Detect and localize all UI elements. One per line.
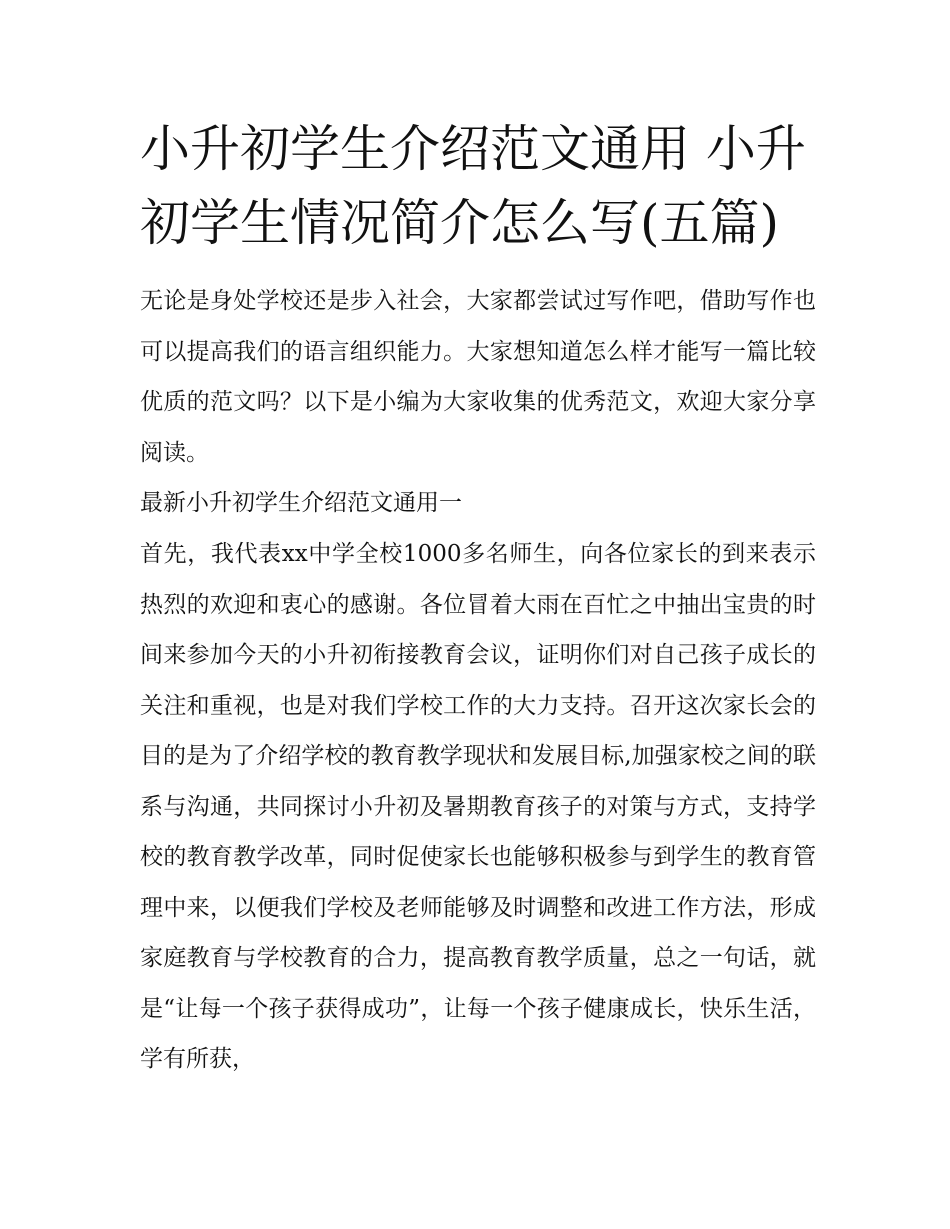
section-heading: 最新小升初学生介绍范文通用一 xyxy=(140,490,462,516)
document-title: 小升初学生介绍范文通用 小升初学生情况简介怎么写(五篇) xyxy=(140,120,806,252)
intro-paragraph: 无论是身处学校还是步入社会，大家都尝试过写作吧，借助写作也可以提高我们的语言组织能力。大家想知道怎么样才能写一篇比较优质的范文吗？以下是小编为大家收集的优秀范文，欢迎大家分享阅读。 xyxy=(140,288,816,466)
section-body-paragraph: 首先，我代表xx中学全校1000多名师生，向各位家长的到来表示热烈的欢迎和衷心的感谢。各位冒着大雨在百忙之中抽出宝贵的时间来参加今天的小升初衔接教育会议，证明你们对自己孩子成长的关注和重视，也是对我们学校工作的大力支持。召开这次家长会的目的是为了介绍学校的教育教学现状和发展目标,加强家校之间的联系与沟通，共同探讨小升初及暑期教育孩子的对策与方式，支持学校的教育教学改革，同时促使家长也能够积极参与到学生的教育管理中来，以便我们学校及老师能够及时调整和改进工作方法，形成家庭教育与学校教育的合力，提高教育教学质量，总之一句话，就是“让每一个孩子获得成功”，让每一个孩子健康成长，快乐生活，学有所获， xyxy=(140,541,816,1072)
